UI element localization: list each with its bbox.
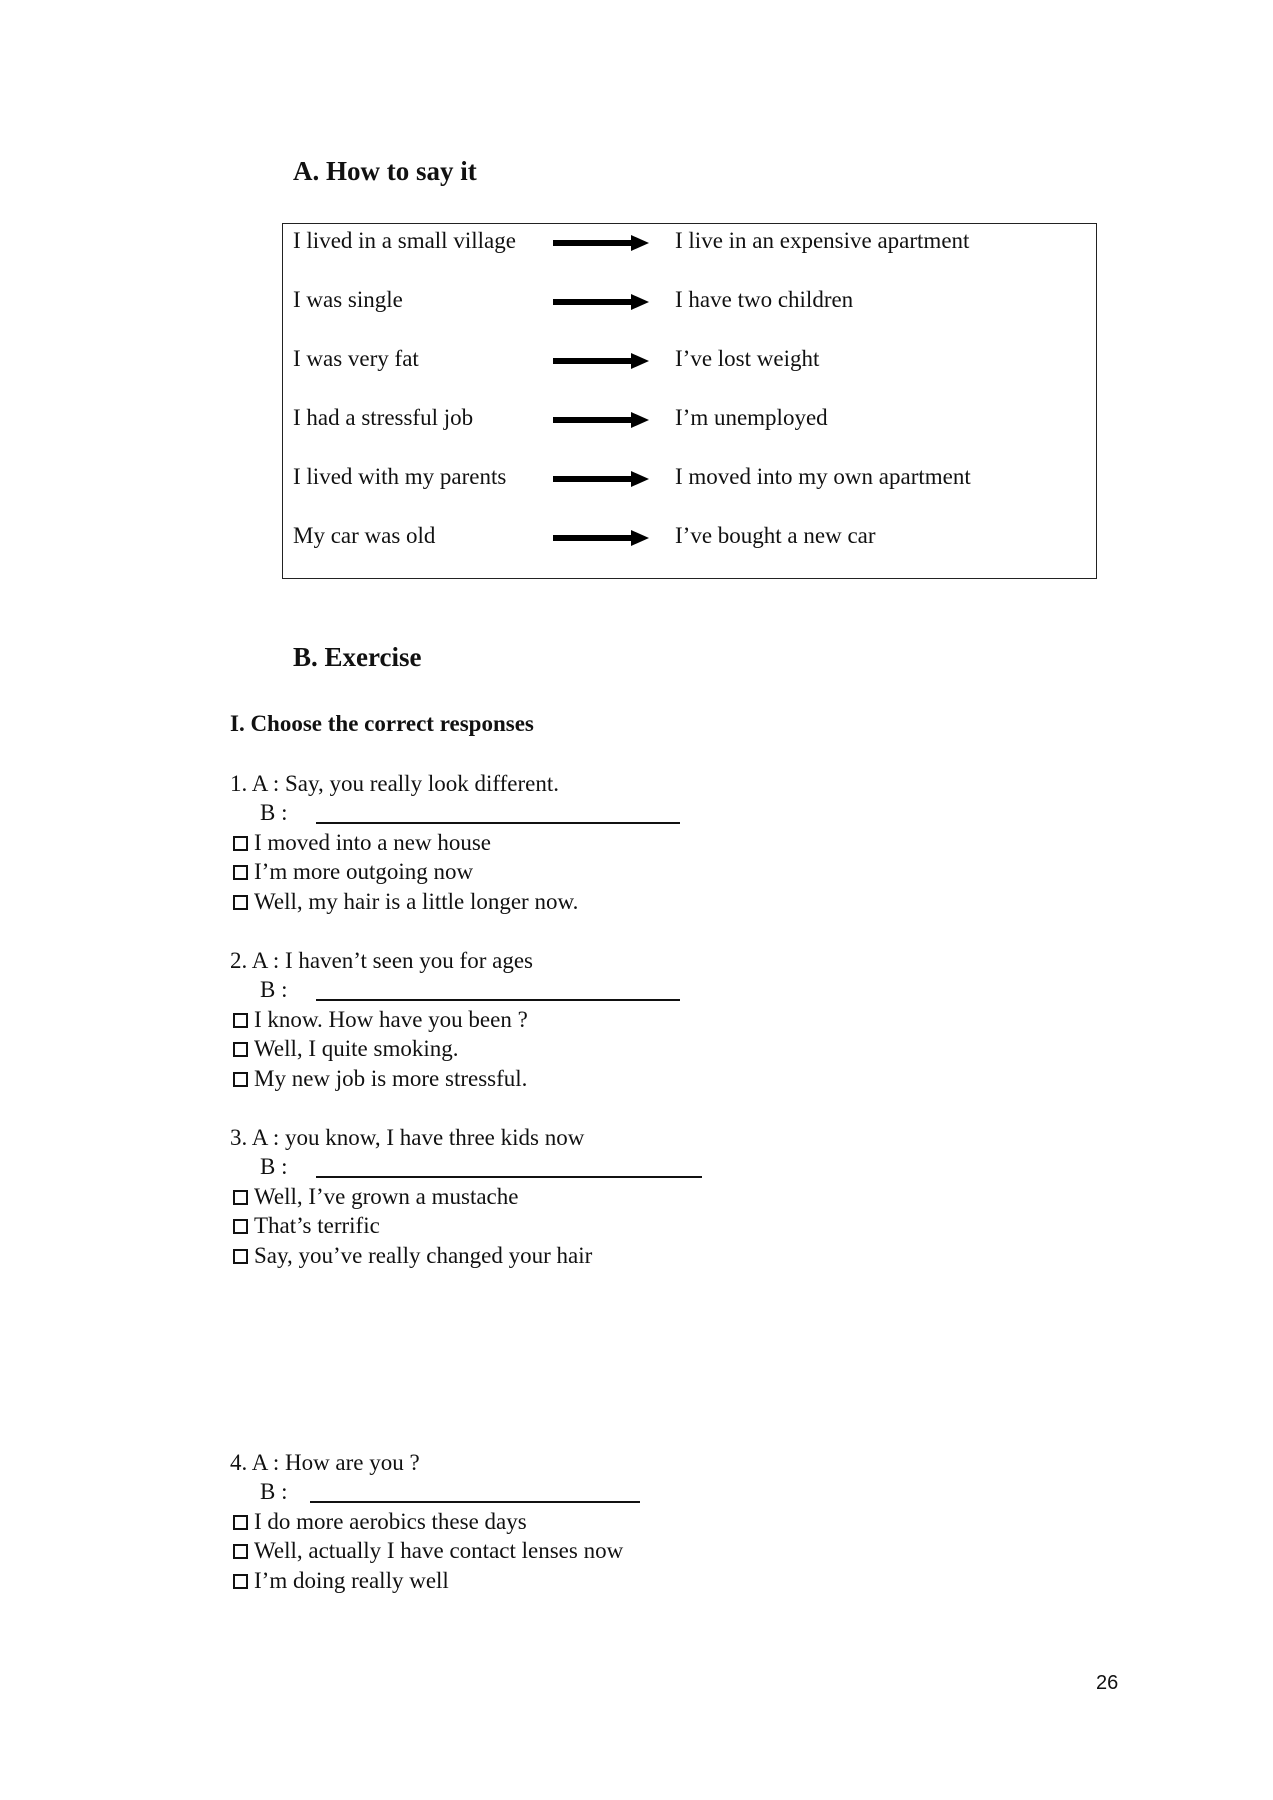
question-prompt: 3. A : you know, I have three kids now — [230, 1125, 585, 1150]
option-item[interactable] — [233, 1536, 623, 1566]
pair-after: I’ve bought a new car — [675, 523, 876, 548]
checkbox-icon[interactable] — [233, 865, 248, 880]
answer-blank[interactable] — [310, 1501, 640, 1503]
answer-label: B : — [260, 800, 288, 825]
option-label: Well, I quite smoking. — [254, 1036, 459, 1061]
answer-label: B : — [260, 977, 288, 1002]
how-to-say-it-box — [282, 223, 1097, 579]
pair-before: My car was old — [293, 523, 436, 548]
section-a-title: A. How to say it — [293, 156, 477, 186]
right-arrow-icon — [553, 293, 649, 311]
option-label: Well, I’ve grown a mustache — [254, 1184, 519, 1209]
option-item[interactable] — [233, 1034, 458, 1064]
pair-after: I’ve lost weight — [675, 346, 820, 371]
checkbox-icon[interactable] — [233, 1574, 248, 1589]
option-label: I moved into a new house — [254, 830, 491, 855]
right-arrow-icon — [553, 352, 649, 370]
option-label: I’m more outgoing now — [254, 859, 474, 884]
right-arrow-icon — [553, 470, 649, 488]
answer-label: B : — [260, 1154, 288, 1179]
exercise-instruction: I. Choose the correct responses — [230, 711, 534, 736]
answer-blank[interactable] — [316, 1176, 702, 1178]
pair-after: I moved into my own apartment — [675, 464, 971, 489]
question-prompt: 2. A : I haven’t seen you for ages — [230, 948, 533, 973]
pair-row — [283, 462, 1096, 492]
checkbox-icon[interactable] — [233, 1249, 248, 1264]
checkbox-icon[interactable] — [233, 1544, 248, 1559]
question-prompt: 1. A : Say, you really look different. — [230, 771, 559, 796]
question-prompt: 4. A : How are you ? — [230, 1450, 420, 1475]
pair-after: I live in an expensive apartment — [675, 228, 970, 253]
option-item[interactable] — [233, 1182, 518, 1212]
checkbox-icon[interactable] — [233, 836, 248, 851]
pair-after: I have two children — [675, 287, 854, 312]
pair-before: I had a stressful job — [293, 405, 474, 430]
pair-row — [283, 226, 1096, 256]
section-b-title: B. Exercise — [293, 642, 422, 672]
option-item[interactable] — [233, 1241, 592, 1271]
option-item[interactable] — [233, 1005, 528, 1035]
option-label: Well, my hair is a little longer now. — [254, 889, 579, 914]
option-label: Say, you’ve really changed your hair — [254, 1243, 593, 1268]
pair-before: I lived with my parents — [293, 464, 507, 489]
checkbox-icon[interactable] — [233, 1013, 248, 1028]
checkbox-icon[interactable] — [233, 1042, 248, 1057]
answer-label: B : — [260, 1479, 288, 1504]
option-label: I know. How have you been ? — [254, 1007, 528, 1032]
answer-blank[interactable] — [316, 822, 680, 824]
answer-blank[interactable] — [316, 999, 680, 1001]
page-number: 26 — [1096, 1672, 1119, 1694]
pair-before: I lived in a small village — [293, 228, 516, 253]
checkbox-icon[interactable] — [233, 1190, 248, 1205]
checkbox-icon[interactable] — [233, 895, 248, 910]
option-label: I’m doing really well — [254, 1568, 449, 1593]
pair-row — [283, 344, 1096, 374]
option-item[interactable] — [233, 857, 473, 887]
option-label: Well, actually I have contact lenses now — [254, 1538, 624, 1563]
option-item[interactable] — [233, 1507, 527, 1537]
right-arrow-icon — [553, 529, 649, 547]
pair-after: I’m unemployed — [675, 405, 828, 430]
checkbox-icon[interactable] — [233, 1072, 248, 1087]
pair-row — [283, 285, 1096, 315]
checkbox-icon[interactable] — [233, 1219, 248, 1234]
pair-before: I was single — [293, 287, 403, 312]
option-label: That’s terrific — [254, 1213, 380, 1238]
pair-row — [283, 521, 1096, 551]
option-item[interactable] — [233, 1211, 380, 1241]
checkbox-icon[interactable] — [233, 1515, 248, 1530]
option-item[interactable] — [233, 1566, 449, 1596]
pair-row — [283, 403, 1096, 433]
option-label: My new job is more stressful. — [254, 1066, 528, 1091]
right-arrow-icon — [553, 411, 649, 429]
option-label: I do more aerobics these days — [254, 1509, 527, 1534]
pair-before: I was very fat — [293, 346, 419, 371]
right-arrow-icon — [553, 234, 649, 252]
option-item[interactable] — [233, 887, 578, 917]
option-item[interactable] — [233, 828, 491, 858]
option-item[interactable] — [233, 1064, 527, 1094]
